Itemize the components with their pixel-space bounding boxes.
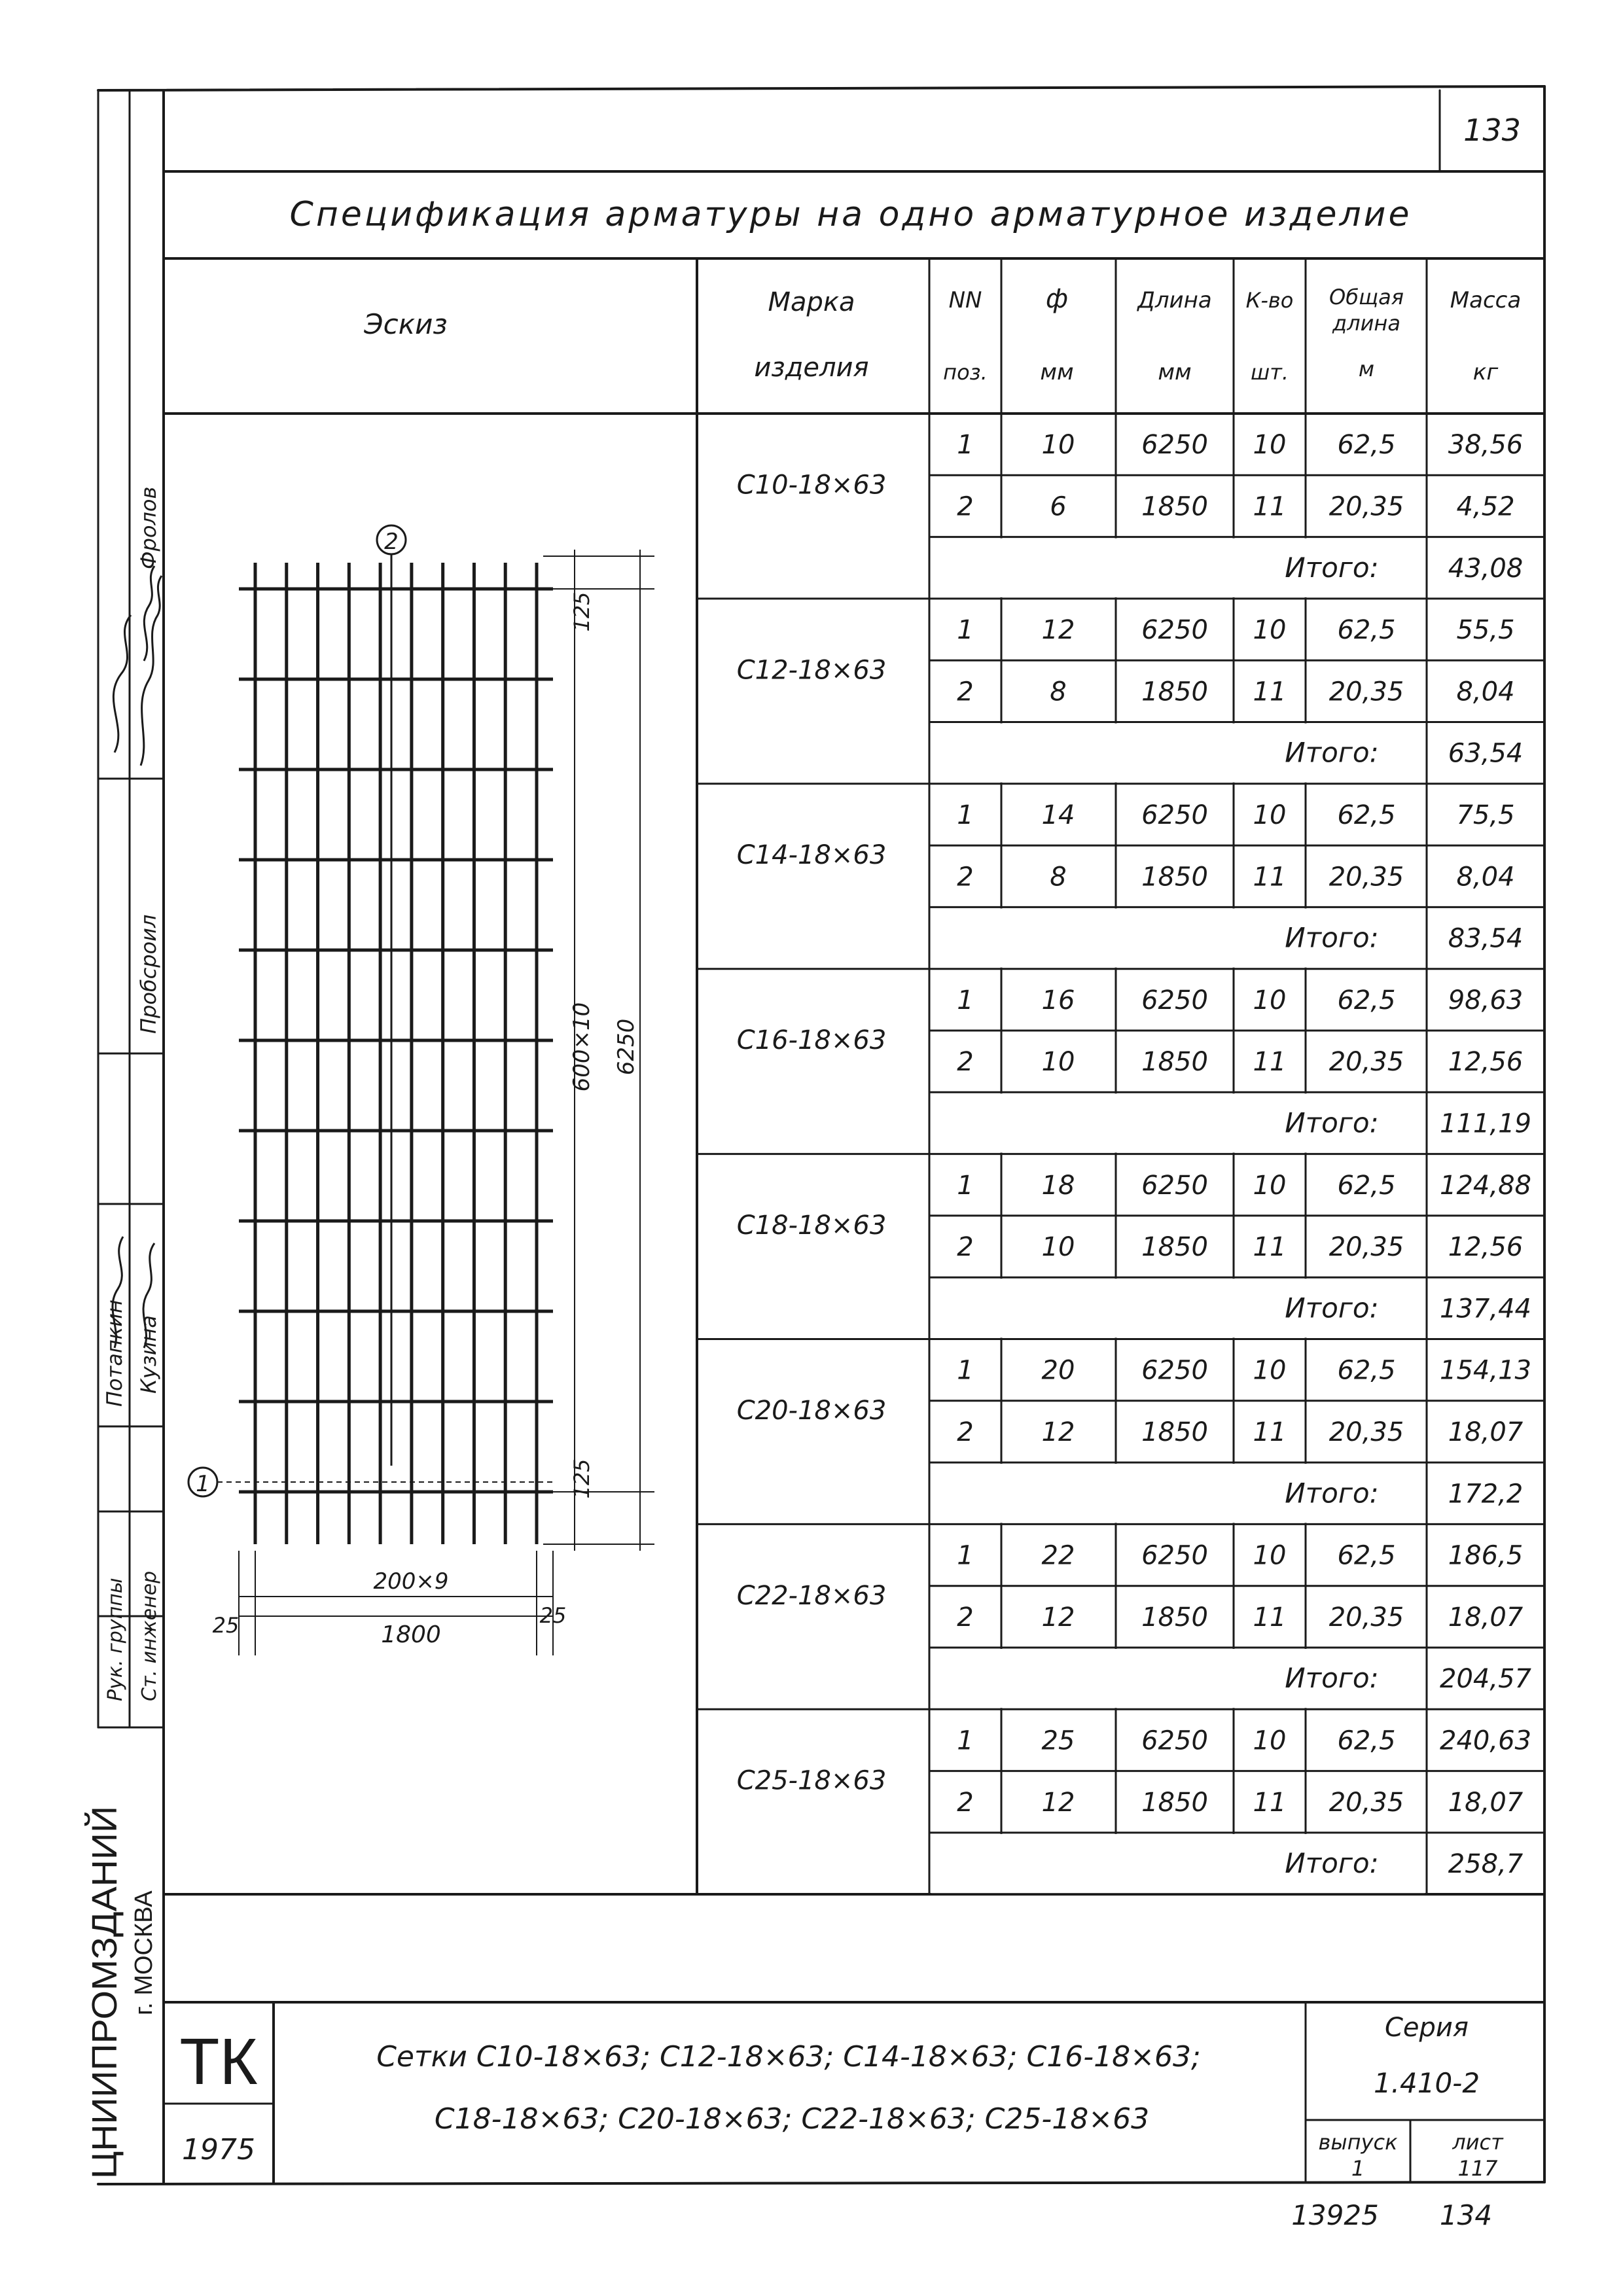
- length-cell: 1850: [1141, 1232, 1208, 1263]
- qty-cell: 10: [1253, 800, 1287, 830]
- total-label: Итого:: [1285, 1847, 1379, 1880]
- pos-cell: 2: [957, 1417, 974, 1447]
- tk-logo: ТК: [179, 2025, 258, 2098]
- mass-cell: 18,07: [1448, 1417, 1524, 1447]
- mass-cell: 186,5: [1448, 1540, 1524, 1571]
- length-cell: 1850: [1141, 1047, 1208, 1078]
- dim-600x10: 600×10: [569, 1002, 595, 1092]
- total-label: Итого:: [1285, 1477, 1379, 1510]
- total-label: Итого:: [1285, 1106, 1379, 1139]
- qty-cell: 10: [1253, 1170, 1287, 1201]
- total-cell: 62,5: [1337, 1725, 1396, 1756]
- total-cell: 20,35: [1329, 1232, 1404, 1263]
- header-total-len-3: м: [1358, 357, 1375, 381]
- header-sketch: Эскиз: [364, 308, 448, 340]
- length-cell: 6250: [1141, 985, 1208, 1016]
- dia-cell: 8: [1050, 862, 1067, 892]
- header-dia-2: мм: [1040, 359, 1074, 385]
- pos-cell: 2: [957, 1787, 974, 1818]
- mass-cell: 38,56: [1448, 430, 1524, 461]
- total-label: Итого:: [1285, 1662, 1379, 1695]
- length-cell: 1850: [1141, 862, 1208, 892]
- sheet-label: лист: [1452, 2130, 1503, 2155]
- total-mass-cell: 204,57: [1440, 1664, 1531, 1695]
- dia-cell: 12: [1041, 1787, 1075, 1818]
- mass-cell: 12,56: [1448, 1232, 1524, 1263]
- qty-cell: 11: [1253, 1232, 1287, 1263]
- mass-cell: 124,88: [1440, 1170, 1531, 1201]
- dia-cell: 10: [1041, 1232, 1075, 1263]
- dim-25-right: 25: [539, 1603, 567, 1628]
- org-name: ЦНИИПРОМЗДАНИЙ: [85, 1826, 124, 2179]
- mass-cell: 75,5: [1456, 800, 1515, 830]
- total-cell: 62,5: [1337, 1540, 1396, 1571]
- header-total-len-2: длина: [1332, 311, 1400, 336]
- sheet-value: 117: [1457, 2156, 1498, 2181]
- total-cell: 62,5: [1337, 800, 1396, 830]
- total-mass-cell: 111,19: [1440, 1108, 1531, 1139]
- header-pos-2: поз.: [943, 360, 988, 385]
- footer-code: 13925: [1291, 2199, 1379, 2231]
- dia-cell: 12: [1041, 1602, 1075, 1633]
- mark-cell: С10-18×63: [736, 470, 887, 501]
- total-cell: 20,35: [1329, 1047, 1404, 1078]
- series-value: 1.410-2: [1373, 2067, 1480, 2099]
- title-desc-line1: Сетки С10-18×63; С12-18×63; С14-18×63; С16-18×63;: [376, 2040, 1201, 2074]
- mass-cell: 8,04: [1456, 677, 1515, 707]
- title-desc-line2: С18-18×63; С20-18×63; С22-18×63; С25-18×63: [434, 2102, 1150, 2136]
- mark-cell: С25-18×63: [736, 1765, 887, 1796]
- dia-cell: 25: [1041, 1725, 1075, 1756]
- length-cell: 1850: [1141, 1787, 1208, 1818]
- mass-cell: 18,07: [1448, 1602, 1524, 1633]
- mass-cell: 55,5: [1456, 615, 1515, 646]
- length-cell: 1850: [1141, 1417, 1208, 1447]
- header-total-len-1: Общая: [1329, 285, 1404, 309]
- total-cell: 62,5: [1337, 615, 1396, 646]
- pos-cell: 1: [957, 1170, 974, 1201]
- total-cell: 20,35: [1329, 491, 1404, 522]
- footer-page: 134: [1439, 2199, 1493, 2231]
- total-label: Итого:: [1285, 551, 1379, 584]
- total-cell: 62,5: [1337, 1170, 1396, 1201]
- dim-125-top: 125: [569, 592, 594, 632]
- dia-cell: 20: [1041, 1355, 1075, 1386]
- dia-cell: 16: [1041, 985, 1075, 1016]
- dia-cell: 18: [1041, 1170, 1075, 1201]
- signature-2: [113, 576, 162, 766]
- pos-cell: 2: [957, 677, 974, 707]
- qty-cell: 11: [1253, 862, 1287, 892]
- total-cell: 62,5: [1337, 985, 1396, 1016]
- qty-cell: 10: [1253, 615, 1287, 646]
- pos-cell: 1: [957, 800, 974, 830]
- header-dia-1: ф: [1045, 284, 1069, 314]
- mark-cell: С18-18×63: [736, 1210, 887, 1241]
- length-cell: 6250: [1141, 615, 1208, 646]
- dia-cell: 6: [1050, 491, 1067, 522]
- header-len-2: мм: [1158, 359, 1192, 385]
- mark-cell: С16-18×63: [736, 1025, 887, 1056]
- length-cell: 6250: [1141, 1355, 1208, 1386]
- stamp-name-a1: Потапкин: [102, 1299, 127, 1407]
- header-len-1: Длина: [1137, 287, 1212, 313]
- dia-cell: 12: [1041, 1417, 1075, 1447]
- dim-1800: 1800: [381, 1621, 441, 1648]
- header-mass-1: Масса: [1450, 287, 1522, 313]
- dim-6250: 6250: [613, 1018, 639, 1076]
- pos-cell: 1: [957, 1540, 974, 1571]
- total-mass-cell: 172,2: [1448, 1479, 1524, 1510]
- qty-cell: 11: [1253, 1787, 1287, 1818]
- mark-cell: С20-18×63: [736, 1395, 887, 1426]
- qty-cell: 10: [1253, 1540, 1287, 1571]
- qty-cell: 10: [1253, 1355, 1287, 1386]
- total-mass-cell: 258,7: [1448, 1849, 1524, 1880]
- dia-cell: 8: [1050, 677, 1067, 707]
- length-cell: 1850: [1141, 1602, 1208, 1633]
- mass-cell: 98,63: [1448, 985, 1524, 1016]
- qty-cell: 11: [1253, 677, 1287, 707]
- stamp-role-1: Рук. группы: [104, 1578, 127, 1701]
- pos-cell: 2: [957, 1602, 974, 1633]
- mass-cell: 12,56: [1448, 1047, 1524, 1078]
- total-cell: 20,35: [1329, 1417, 1404, 1447]
- callout-1: 1: [196, 1471, 210, 1497]
- pos-cell: 2: [957, 862, 974, 892]
- total-cell: 62,5: [1337, 430, 1396, 461]
- callout-2: 2: [384, 529, 399, 555]
- length-cell: 1850: [1141, 677, 1208, 707]
- qty-cell: 11: [1253, 1047, 1287, 1078]
- dim-200x9: 200×9: [373, 1568, 449, 1595]
- header-qty-2: шт.: [1250, 360, 1289, 385]
- mark-cell: С22-18×63: [736, 1580, 887, 1611]
- total-cell: 20,35: [1329, 862, 1404, 892]
- mass-cell: 4,52: [1456, 491, 1515, 522]
- dia-cell: 22: [1041, 1540, 1075, 1571]
- header-mark-2: изделия: [754, 353, 869, 383]
- length-cell: 6250: [1141, 430, 1208, 461]
- total-mass-cell: 63,54: [1448, 738, 1524, 769]
- stamp-name-a2: Кузина: [136, 1315, 161, 1394]
- pos-cell: 2: [957, 1047, 974, 1078]
- qty-cell: 10: [1253, 430, 1287, 461]
- total-cell: 20,35: [1329, 1602, 1404, 1633]
- pos-cell: 1: [957, 615, 974, 646]
- length-cell: 6250: [1141, 800, 1208, 830]
- total-mass-cell: 43,08: [1448, 553, 1524, 584]
- total-mass-cell: 137,44: [1440, 1294, 1531, 1324]
- total-cell: 20,35: [1329, 677, 1404, 707]
- length-cell: 6250: [1141, 1170, 1208, 1201]
- pos-cell: 1: [957, 430, 974, 461]
- pos-cell: 1: [957, 1725, 974, 1756]
- dia-cell: 14: [1041, 800, 1075, 830]
- total-label: Итого:: [1285, 921, 1379, 954]
- qty-cell: 11: [1253, 491, 1287, 522]
- dim-125-bottom: 125: [569, 1458, 594, 1499]
- mark-cell: С12-18×63: [736, 655, 887, 686]
- dia-cell: 10: [1041, 430, 1075, 461]
- length-cell: 1850: [1141, 491, 1208, 522]
- dim-25-left: 25: [212, 1613, 240, 1638]
- corner-number: 133: [1463, 113, 1521, 148]
- org-city: г. МОСКВА: [130, 1890, 158, 2015]
- series-label: Серия: [1385, 2013, 1469, 2043]
- header-mass-2: кг: [1472, 359, 1499, 385]
- stamp-role-2: Ст. инженер: [138, 1570, 161, 1701]
- stamp-name-b1: Пробсроил: [136, 914, 161, 1034]
- qty-cell: 11: [1253, 1417, 1287, 1447]
- total-label: Итого:: [1285, 1292, 1379, 1324]
- pos-cell: 1: [957, 985, 974, 1016]
- length-cell: 6250: [1141, 1540, 1208, 1571]
- total-cell: 62,5: [1337, 1355, 1396, 1386]
- pos-cell: 2: [957, 491, 974, 522]
- total-mass-cell: 83,54: [1448, 923, 1524, 954]
- stamp-name-b2: Фролов: [136, 486, 161, 569]
- mark-cell: С14-18×63: [736, 840, 887, 871]
- header-mark-1: Марка: [768, 287, 855, 317]
- mass-cell: 240,63: [1440, 1725, 1531, 1756]
- issue-value: 1: [1351, 2156, 1365, 2181]
- length-cell: 6250: [1141, 1725, 1208, 1756]
- dia-cell: 10: [1041, 1047, 1075, 1078]
- pos-cell: 1: [957, 1355, 974, 1386]
- header-pos-1: NN: [948, 287, 982, 313]
- qty-cell: 10: [1253, 985, 1287, 1016]
- spec-title: Спецификация арматуры на одно арматурное изделие: [289, 195, 1412, 234]
- mass-cell: 18,07: [1448, 1787, 1524, 1818]
- title-year: 1975: [182, 2133, 255, 2166]
- qty-cell: 11: [1253, 1602, 1287, 1633]
- total-cell: 20,35: [1329, 1787, 1404, 1818]
- pos-cell: 2: [957, 1232, 974, 1263]
- qty-cell: 10: [1253, 1725, 1287, 1756]
- dia-cell: 12: [1041, 615, 1075, 646]
- mass-cell: 154,13: [1440, 1355, 1531, 1386]
- issue-label: выпуск: [1318, 2130, 1398, 2155]
- mass-cell: 8,04: [1456, 862, 1515, 892]
- header-qty-1: К-во: [1245, 288, 1294, 313]
- total-label: Итого:: [1285, 736, 1379, 769]
